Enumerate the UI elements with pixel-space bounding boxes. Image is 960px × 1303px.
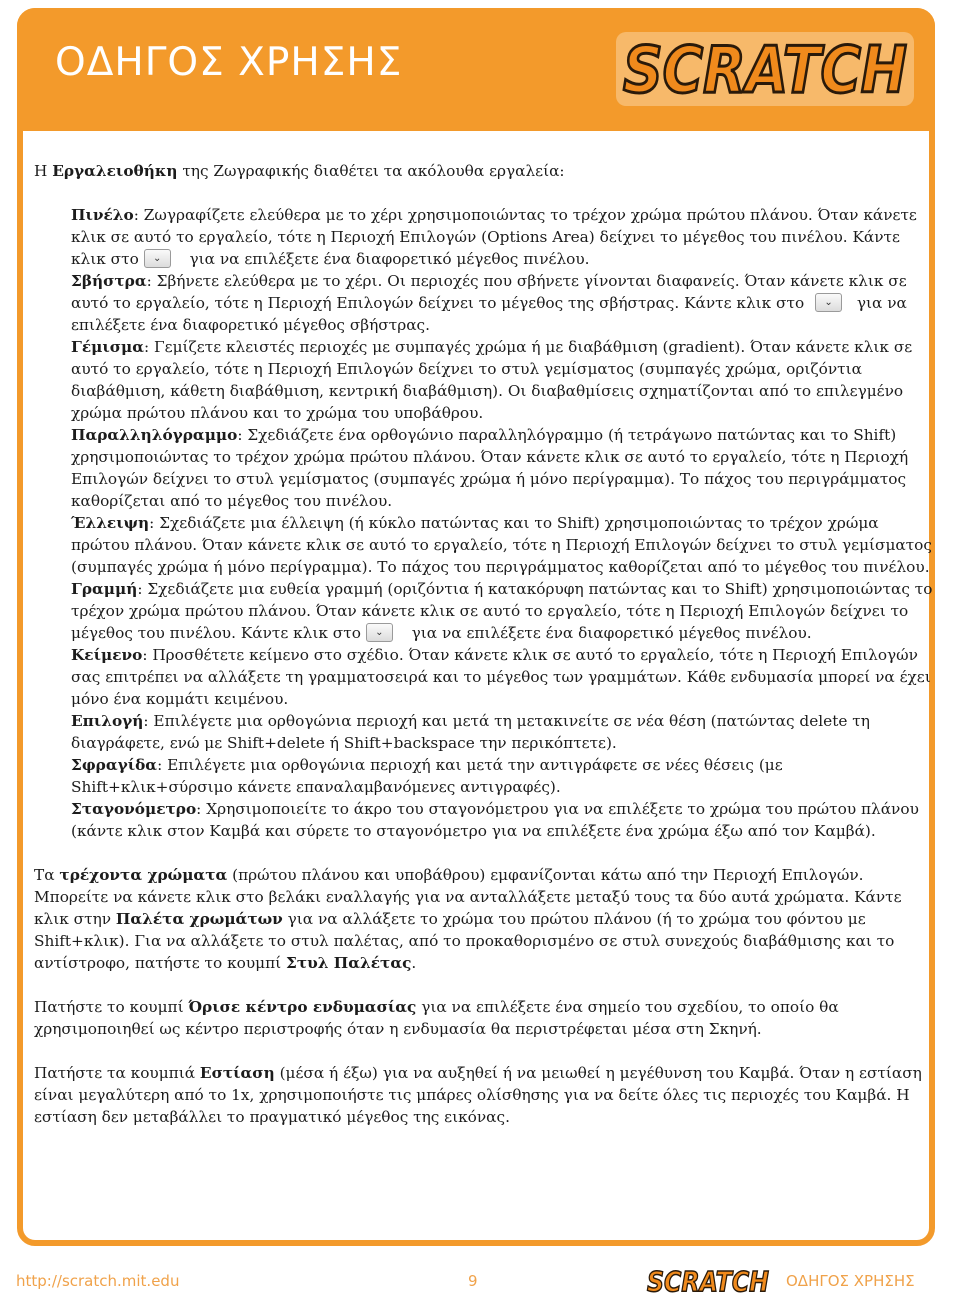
tool-list [71, 204, 934, 842]
tool-desc-end: για να επιλέξετε ένα διαφορετικό μέγεθος πινέλου. [184, 250, 590, 268]
bold-run: Παλέτα χρωμάτων [115, 910, 283, 928]
tool-item-line [71, 578, 934, 644]
tool-name: Γραμμή [71, 580, 138, 598]
tool-name: Επιλογή [71, 712, 144, 730]
scratch-logo [612, 26, 918, 110]
tool-name: Γέμισμα [71, 338, 145, 356]
text-run: Τα [34, 866, 60, 884]
tool-desc: : Προσθέτετε κείμενο στο σχέδιο. Όταν κάνετε κλικ σε αυτό το εργαλείο, τότε η Περιοχή Επιλογών σας επιτρέπει να αλλάξετε τη γραμματοσειρά και το μέγεθος των γραμμάτων. Κάθε ενδυμασία μπορεί να έχει μόνο ένα κομμάτι κειμένου. [71, 646, 931, 708]
bold-run: Όρισε κέντρο ενδυμασίας [188, 998, 417, 1016]
footer-page-number: 9 [468, 1272, 478, 1290]
footer-logo-text: SCRATCH [647, 1265, 769, 1298]
tool-desc: : Σχεδιάζετε μια ευθεία γραμμή (οριζόντια ή κατακόρυφη πατώντας και το Shift) χρησιμοποιώντας το τρέχον χρώμα πρώτου πλάνου. Όταν κάνετε κλικ σε αυτό το εργαλείο, τότε η Περιοχή Επιλογών δείχνει το μέγεθος του πινέλου. Κάντε κλικ στο [71, 580, 933, 642]
scratch-logo-text: SCRATCH [623, 34, 907, 108]
tool-desc: : Ζωγραφίζετε ελεύθερα με το χέρι χρησιμοποιώντας το τρέχον χρώμα πρώτου πλάνου. Όταν κάνετε κλικ σε αυτό το εργαλείο, τότε η Περιοχή Επιλογών (Options Area) δείχνει το μέγεθος του πινέλου. Κάντε κλικ στο [71, 206, 917, 268]
tool-desc: : Χρησιμοποιείτε το άκρο του σταγονόμετρου για να επιλέξετε το χρώμα του πρώτου πλάνου (κάντε κλικ στον Καμβά και σύρετε το σταγονόμετρο για να επιλέξετε ένα χρώμα έξω από τον Καμβά). [71, 800, 919, 840]
tool-item-fill [71, 336, 934, 424]
tool-item-rectangle [71, 424, 934, 512]
tool-desc: : Σβήνετε ελεύθερα με το χέρι. Οι περιοχές που σβήνετε γίνονται διαφανείς. Όταν κάνετε κλικ σε αυτό το εργαλείο, τότε η Περιοχή Επιλογών δείχνει το μέγεθος της σβήστρας. Κάντε κλικ στο [71, 272, 907, 312]
text-run: Πατήστε τα κουμπιά [34, 1064, 200, 1082]
footer-title: ΟΔΗΓΟΣ ΧΡΗΣΗΣ [786, 1272, 915, 1290]
text-run: για να αλλάξετε το χρώμα του πρώτου πλάνου (ή το χρώμα του φόντου με Shift+κλικ). Για να αλλάξετε το στυλ παλέτας, από το προκαθορισμένο σε στυλ συνεχούς διαβάθμισης και το αντίστροφο, πατήστε το κουμπί [34, 910, 895, 972]
tool-name: Παραλληλόγραμμο [71, 426, 238, 444]
bold-run: Εστίαση [199, 1064, 275, 1082]
intro-pre: Η [34, 162, 53, 180]
bold-run: τρέχοντα χρώματα [59, 866, 228, 884]
tool-item-stamp [71, 754, 934, 798]
current-colors-paragraph [34, 864, 934, 974]
text-run: . [411, 954, 417, 972]
zoom-paragraph [34, 1062, 934, 1128]
footer-scratch-logo [644, 1262, 772, 1298]
tool-desc-end: για να επιλέξετε ένα διαφορετικό μέγεθος πινέλου. [406, 624, 812, 642]
costume-center-paragraph [34, 996, 934, 1040]
tool-item-brush [71, 204, 934, 270]
intro-paragraph [34, 160, 934, 182]
tool-item-select [71, 710, 934, 754]
tool-item-ellipse [71, 512, 934, 578]
intro-post: της Ζωγραφικής διαθέτει τα ακόλουθα εργαλεία: [177, 162, 565, 180]
bold-run: Στυλ Παλέτας [286, 954, 412, 972]
eraser-size-dropdown-icon: ⌄ [815, 293, 842, 312]
tool-item-eyedropper [71, 798, 934, 842]
main-content [34, 160, 934, 1128]
intro-bold: Εργαλειοθήκη [52, 162, 178, 180]
tool-name: Σβήστρα [71, 272, 147, 290]
tool-name: Κείμενο [71, 646, 143, 664]
tool-desc: : Γεμίζετε κλειστές περιοχές με συμπαγές χρώμα ή με διαβάθμιση (gradient). Όταν κάνετε κλικ σε αυτό το εργαλείο, τότε η Περιοχή Επιλογών δείχνει το στυλ γεμίσματος (συμπαγές χρώμα, οριζόντια διαβάθμιση, κάθετη διαβάθμιση, κεντρική διαβάθμιση). Οι διαβαθμίσεις σχηματίζονται από το επιλεγμένο χρώμα πρώτου πλάνου και το χρώμα του υποβάθρου. [71, 338, 913, 422]
tool-name: Σφραγίδα [71, 756, 158, 774]
tool-desc: : Επιλέγετε μια ορθογώνια περιοχή και μετά την αντιγράφετε σε νέες θέσεις (με Shift+κλικ+σύρσιμο κάνετε επαναλαμβανόμενες αντιγραφές). [71, 756, 783, 796]
tool-desc: : Επιλέγετε μια ορθογώνια περιοχή και μετά τη μετακινείτε σε νέα θέση (πατώντας delete τη διαγράφετε, ενώ με Shift+delete ή Shift+backspace την περικόπτετε). [71, 712, 870, 752]
tool-item-text [71, 644, 934, 710]
footer-url-link[interactable]: http://scratch.mit.edu [16, 1272, 180, 1290]
tool-desc: : Σχεδιάζετε μια έλλειψη (ή κύκλο πατώντας και το Shift) χρησιμοποιώντας το τρέχον χρώμα πρώτου πλάνου. Όταν κάνετε κλικ σε αυτό το εργαλείο, τότε η Περιοχή Επιλογών δείχνει το στυλ γεμίσματος (συμπαγές χρώμα ή μόνο περίγραμμα). Το πάχος του περιγράμματος καθορίζεται από το μέγεθος του πινέλου. [71, 514, 932, 576]
tool-desc-end: για να επιλέξετε ένα διαφορετικό μέγεθος σβήστρας. [71, 294, 907, 334]
tool-desc: : Σχεδιάζετε ένα ορθογώνιο παραλληλόγραμμο (ή τετράγωνο πατώντας και το Shift) χρησιμοποιώντας το τρέχον χρώμα πρώτου πλάνου. Όταν κάνετε κλικ σε αυτό το εργαλείο, τότε η Περιοχή Επιλογών δείχνει το στυλ γεμίσματος (συμπαγές χρώμα ή μόνο περίγραμμα). Το πάχος του περιγράμματος καθορίζεται από το μέγεθος του πινέλου. [71, 426, 909, 510]
tool-name: Έλλειψη [71, 514, 150, 532]
brush-size-dropdown-icon: ⌄ [144, 249, 171, 268]
tool-name: Πινέλο [71, 206, 134, 224]
text-run: (μέσα ή έξω) για να αυξηθεί ή να μειωθεί η μεγέθυνση του Καμβά. Όταν η εστίαση είναι μεγαλύτερη από το 1x, χρησιμοποιήστε τις μπάρες ολίσθησης για να δείτε όλες τις περιοχές του Καμβά. Η εστίαση δεν μεταβάλλει το πραγματικό μέγεθος της εικόνας. [34, 1064, 922, 1126]
text-run: Πατήστε το κουμπί [34, 998, 189, 1016]
header-title: ΟΔΗΓΟΣ ΧΡΗΣΗΣ [55, 40, 403, 85]
text-run: για να επιλέξετε ένα σημείο του σχεδίου, το οποίο θα χρησιμοποιηθεί ως κέντρο περιστροφής όταν η ενδυμασία θα περιστρέφεται μέσα στη Σκηνή. [34, 998, 839, 1038]
line-size-dropdown-icon: ⌄ [366, 623, 393, 642]
tool-name: Σταγονόμετρο [71, 800, 197, 818]
tool-item-eraser [71, 270, 934, 336]
text-run: (πρώτου πλάνου και υποβάθρου) εμφανίζονται κάτω από την Περιοχή Επιλογών. Μπορείτε να κάνετε κλικ στο βελάκι εναλλαγής για να ανταλλάξετε μεταξύ τους τα δύο αυτά χρώματα. Κάντε κλικ στην [34, 866, 902, 928]
